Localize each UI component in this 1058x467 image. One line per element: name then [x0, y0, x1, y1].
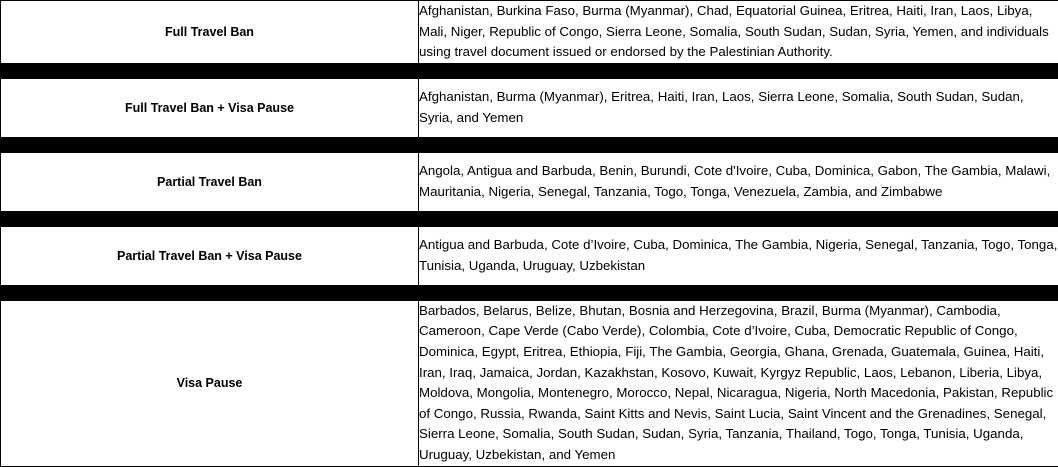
divider-left: [1, 63, 419, 78]
countries-cell: Antigua and Barbuda, Cote d’Ivoire, Cuba, Dominica, The Gambia, Nigeria, Senegal, Tanzania, Togo, Tonga, Tunisia, Uganda, Uruguay, Uzbekistan: [419, 226, 1058, 285]
divider-right: [419, 137, 1058, 152]
divider-right: [419, 63, 1058, 78]
divider-left: [1, 285, 419, 300]
divider-left: [1, 211, 419, 226]
divider-right: [419, 211, 1058, 226]
divider-row: [1, 137, 1058, 152]
divider-row: [1, 285, 1058, 300]
category-cell: Partial Travel Ban + Visa Pause: [1, 226, 419, 285]
divider-left: [1, 137, 419, 152]
category-cell: Full Travel Ban: [1, 1, 419, 64]
divider-right: [419, 285, 1058, 300]
divider-row: [1, 63, 1058, 78]
table-row: [1, 300, 1058, 466]
table-row: [1, 78, 1058, 137]
category-cell: Partial Travel Ban: [1, 152, 419, 211]
countries-cell: Angola, Antigua and Barbuda, Benin, Burundi, Cote d'Ivoire, Cuba, Dominica, Gabon, The Gambia, Malawi, Mauritania, Nigeria, Senegal, Tanzania, Togo, Tonga, Venezuela, Zambia, and Zimbabwe: [419, 152, 1058, 211]
table-row: [1, 1, 1058, 64]
countries-cell: Barbados, Belarus, Belize, Bhutan, Bosnia and Herzegovina, Brazil, Burma (Myanmar), Cambodia, Cameroon, Cape Verde (Cabo Verde), Colombia, Cote d’Ivoire, Cuba, Democratic Republic of Congo, Dominica, Egypt, Eritrea, Ethiopia, Fiji, The Gambia, Georgia, Ghana, Grenada, Guatemala, Guinea, Haiti, Iran, Iraq, Jamaica, Jordan, Kazakhstan, Kosovo, Kuwait, Kyrgyz Republic, Laos, Lebanon, Liberia, Libya, Moldova, Mongolia, Montenegro, Morocco, Nepal, Nicaragua, Nigeria, North Macedonia, Pakistan, Republic of Congo, Russia, Rwanda, Saint Kitts and Nevis, Saint Lucia, Saint Vincent and the Grenadines, Senegal, Sierra Leone, Somalia, South Sudan, Sudan, Syria, Tanzania, Thailand, Togo, Tonga, Tunisia, Uganda, Uruguay, Uzbekistan, and Yemen: [419, 300, 1058, 466]
table-row: [1, 152, 1058, 211]
category-cell: Full Travel Ban + Visa Pause: [1, 78, 419, 137]
countries-cell: Afghanistan, Burkina Faso, Burma (Myanmar), Chad, Equatorial Guinea, Eritrea, Haiti, Iran, Laos, Libya, Mali, Niger, Republic of Congo, Sierra Leone, Somalia, South Sudan, Sudan, Syria, Yemen, and individuals using travel document issued or endorsed by the Palestinian Authority.: [419, 1, 1058, 64]
table-row: [1, 226, 1058, 285]
divider-row: [1, 211, 1058, 226]
category-cell: Visa Pause: [1, 300, 419, 466]
countries-cell: Afghanistan, Burma (Myanmar), Eritrea, Haiti, Iran, Laos, Sierra Leone, Somalia, South Sudan, Sudan, Syria, and Yemen: [419, 78, 1058, 137]
